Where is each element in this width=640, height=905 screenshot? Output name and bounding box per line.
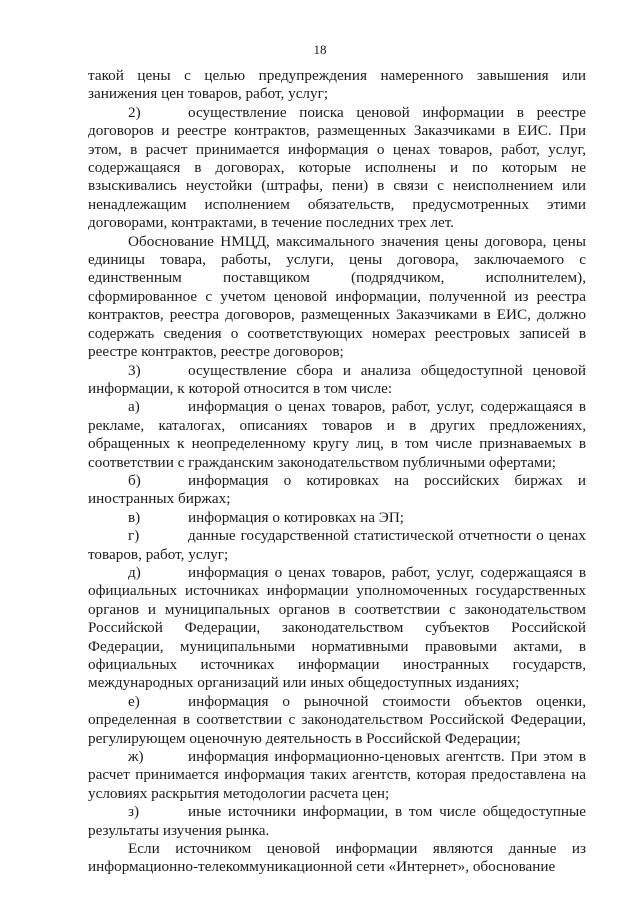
sublist-item-z <box>88 803 586 840</box>
paragraph-internet-sources <box>88 840 586 877</box>
list-marker: е) <box>128 692 140 710</box>
list-item-text: информация о ценах товаров, работ, услуг, содержащаяся в официальных источниках информации уполномоченных государственных органов и муниципальных органов в соответствии с законодательством Российской Федерации, законодательством субъектов Российской Федерации, муниципальными нормативными правовыми актами, в официальных источниках информации иностранных государств, международных организаций или иных общедоступных изданиях; <box>88 563 586 692</box>
list-marker: д) <box>128 563 141 581</box>
list-marker: ж) <box>128 748 144 766</box>
list-marker: з) <box>128 803 140 821</box>
paragraph-text: Обоснование НМЦД, максимального значения цены договора, цены единицы товара, работы, услуги, цены договора, заключаемого с единственным поставщиком (подрядчиком, исполнителем), сформированное с учетом ценовой информации, полученной из реестра контрактов, реестра договоров, размещенных Заказчиками в ЕИС, должно содержать сведения о соответствующих номерах реестровых записей в реестре контрактов, реестре договоров; <box>88 232 586 361</box>
sublist-item-a <box>88 398 586 472</box>
paragraph-text: Если источником ценовой информации являются данные из информационно-телекоммуникационной сети «Интернет», обоснование <box>88 840 586 876</box>
document-body <box>88 67 586 877</box>
list-item-text: информация информационно-ценовых агентств. При этом в расчет принимается информация таких агентств, которая предоставлена на условиях раскрытия методологии расчета цен; <box>88 748 586 802</box>
sublist-item-zh <box>88 748 586 803</box>
sublist-item-b <box>88 472 586 509</box>
list-item-3 <box>88 362 586 399</box>
list-item-text: информация о котировках на ЭП; <box>188 508 405 526</box>
list-item-text: осуществление сбора и анализа общедоступной ценовой информации, к которой относится в том числе: <box>88 361 586 397</box>
sublist-item-e <box>88 693 586 748</box>
list-marker: г) <box>128 527 140 545</box>
list-marker: 3) <box>128 361 141 379</box>
list-marker: а) <box>128 398 140 416</box>
list-item-text: иные источники информации, в том числе общедоступные результаты изучения рынка. <box>88 803 586 839</box>
list-marker: б) <box>128 471 141 489</box>
list-item-text: информация о ценах товаров, работ, услуг, содержащаяся в рекламе, каталогах, описаниях товаров и в других предложениях, обращенных к неопределенному кругу лиц, в том числе признаваемых в соответствии с гражданским законодательством публичными офертами; <box>88 398 586 471</box>
sublist-item-g <box>88 527 586 564</box>
list-item-2 <box>88 104 586 233</box>
paragraph-text: такой цены с целью предупреждения намеренного завышения или занижения цен товаров, работ, услуг; <box>88 67 586 103</box>
list-item-text: данные государственной статистической отчетности о ценах товаров, работ, услуг; <box>88 527 586 563</box>
list-item-text: осуществление поиска ценовой информации в реестре договоров и реестре контрактов, размещенных Заказчиками в ЕИС. При этом, в расчет принимается информация о ценах товаров, работ, услуг, содержащаяся в договорах, которые исполнены и по которым не взыскивались неустойки (штрафы, пени) в связи с неисполнением или ненадлежащим исполнением обязательств, предусмотренных этими договорами, контрактами, в течение последних трех лет. <box>88 103 586 232</box>
paragraph-nmcd-justification <box>88 233 586 362</box>
sublist-item-v <box>88 509 586 527</box>
sublist-item-d <box>88 564 586 693</box>
list-marker: 2) <box>128 103 141 121</box>
paragraph-continuation <box>88 67 586 104</box>
page-number: 18 <box>313 42 327 57</box>
list-item-text: информация о рыночной стоимости объектов оценки, определенная в соответствии с законодательством Российской Федерации, регулирующем оценочную деятельность в Российской Федерации; <box>88 692 586 747</box>
list-marker: в) <box>128 508 141 526</box>
list-item-text: информация о котировках на российских биржах и иностранных биржах; <box>88 471 586 508</box>
